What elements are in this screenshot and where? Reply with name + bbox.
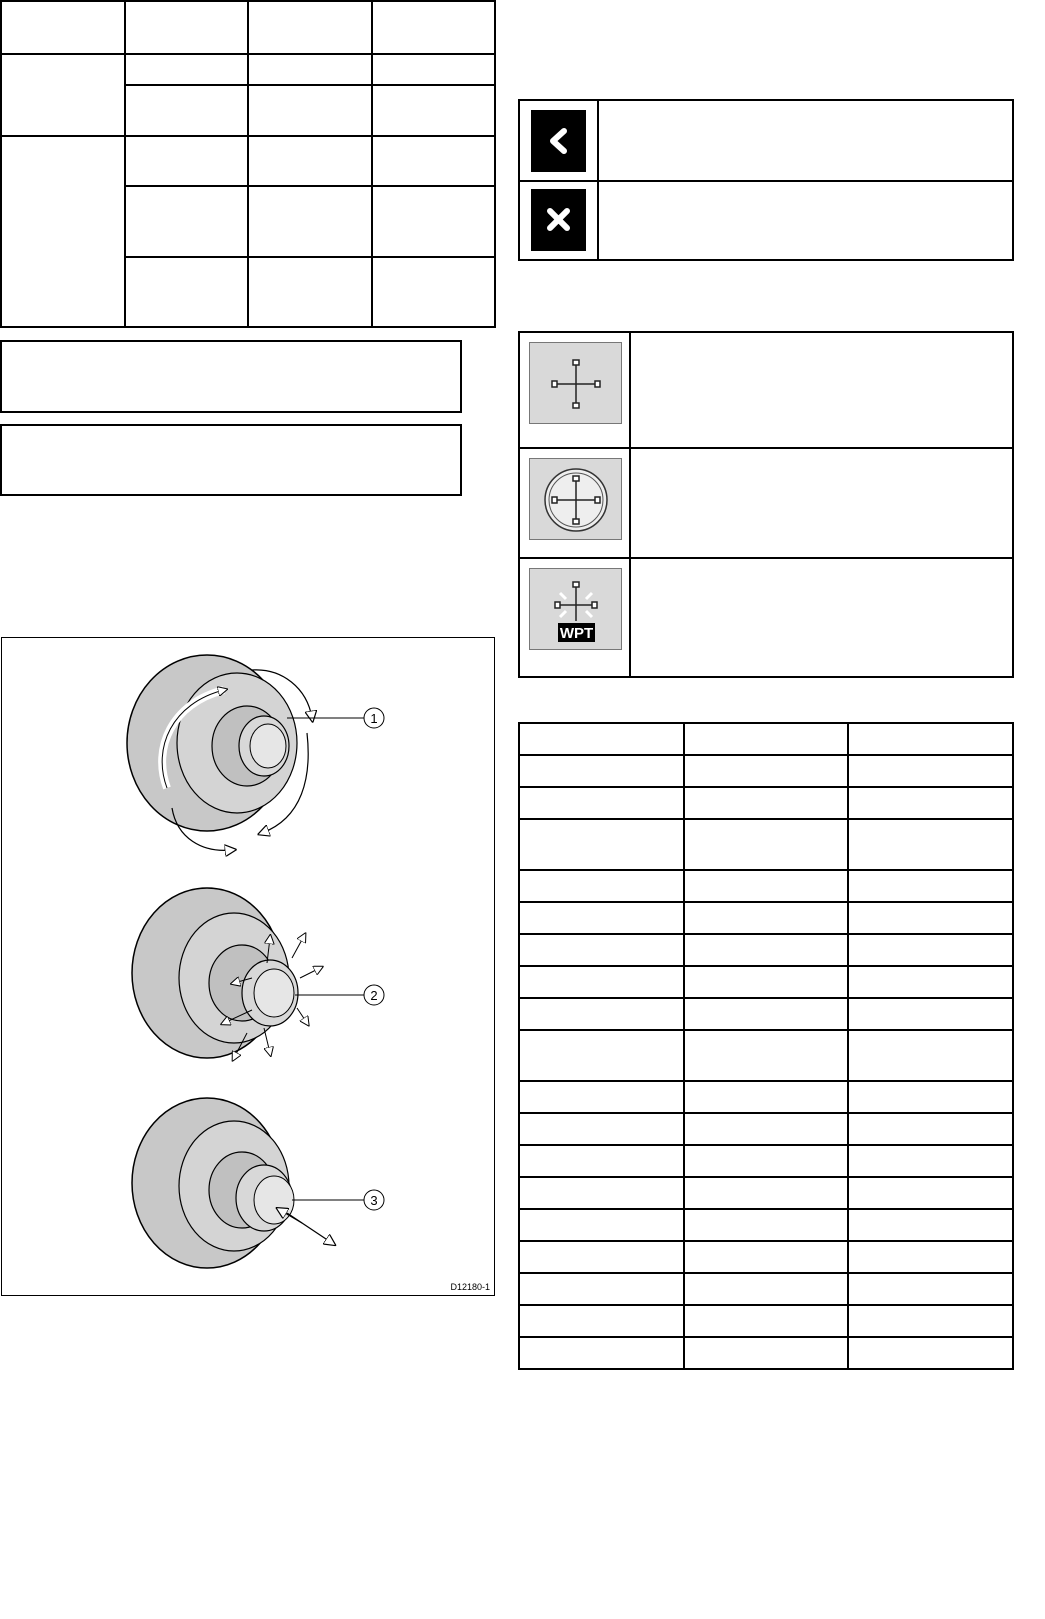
control-push-illustration: [132, 1098, 384, 1268]
bottom-right-table: [518, 722, 1014, 1370]
close-icon: [531, 189, 586, 251]
cursor-waypoint-icon: [529, 568, 622, 650]
figure-id: D12180-1: [450, 1282, 490, 1292]
control-rotate-illustration: [127, 655, 384, 850]
cursor-cross-icon: [529, 342, 622, 424]
note-box-1: [0, 340, 462, 413]
note-box-2: [0, 424, 462, 496]
callout-2: 2: [370, 988, 378, 1003]
rotary-control-figure: [1, 637, 495, 1296]
callout-1: 1: [370, 711, 378, 726]
top-left-table: [0, 0, 496, 328]
cursor-icon-table: [518, 331, 1014, 678]
wpt-label: WPT: [559, 625, 594, 642]
icon-table-top: [518, 99, 1014, 261]
callout-3: 3: [370, 1193, 378, 1208]
control-joystick-illustration: [132, 888, 384, 1058]
back-icon: [531, 110, 586, 172]
cursor-circle-icon: [529, 458, 622, 540]
